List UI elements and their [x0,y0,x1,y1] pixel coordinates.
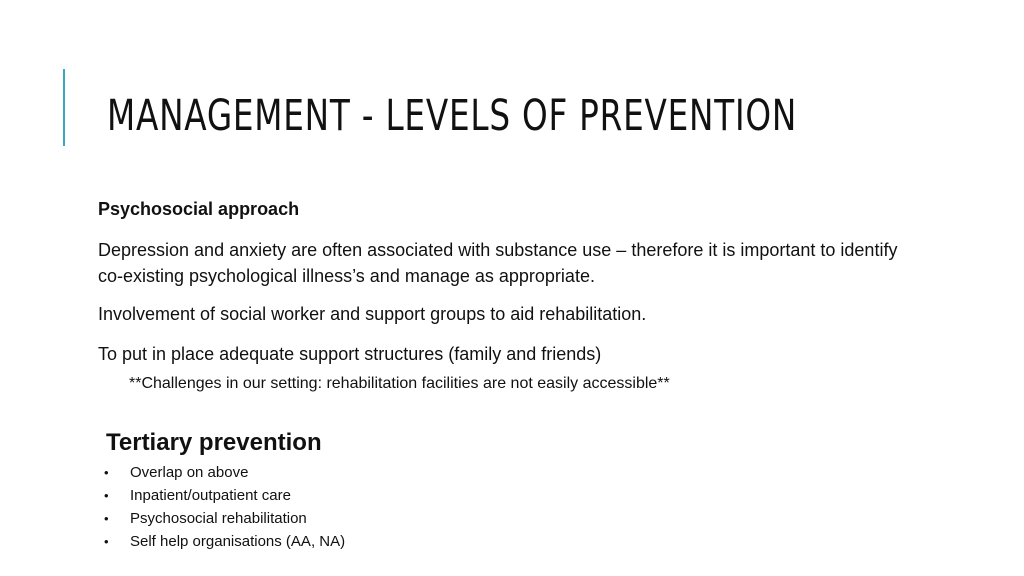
list-item-text: Psychosocial rehabilitation [130,510,307,527]
tertiary-prevention-heading: Tertiary prevention [106,429,322,456]
list-item [104,530,345,553]
bullet-icon: • [104,465,109,480]
paragraph-support-structures: To put in place adequate support structures (family and friends) [98,344,602,364]
paragraph-depression-anxiety: Depression and anxiety are often associated with substance use – therefore it is important to identify co-existing psychological illness’s and manage as appropriate. [98,240,898,286]
list-item [104,461,345,484]
psychosocial-subheading: Psychosocial approach [98,199,300,219]
bullet-icon: • [104,488,109,503]
bullet-icon: • [104,534,109,549]
challenges-note: **Challenges in our setting: rehabilitation facilities are not easily accessible** [129,375,670,392]
tertiary-prevention-list [104,461,345,553]
list-item [104,484,345,507]
title-accent-bar [63,69,65,146]
bullet-icon: • [104,511,109,526]
list-item-text: Overlap on above [130,464,249,481]
list-item [104,507,345,530]
list-item-text: Self help organisations (AA, NA) [130,533,346,550]
list-item-text: Inpatient/outpatient care [130,487,291,504]
paragraph-social-worker: Involvement of social worker and support groups to aid rehabilitation. [98,304,647,324]
slide-title: MANAGEMENT - LEVELS OF PREVENTION [107,91,798,141]
